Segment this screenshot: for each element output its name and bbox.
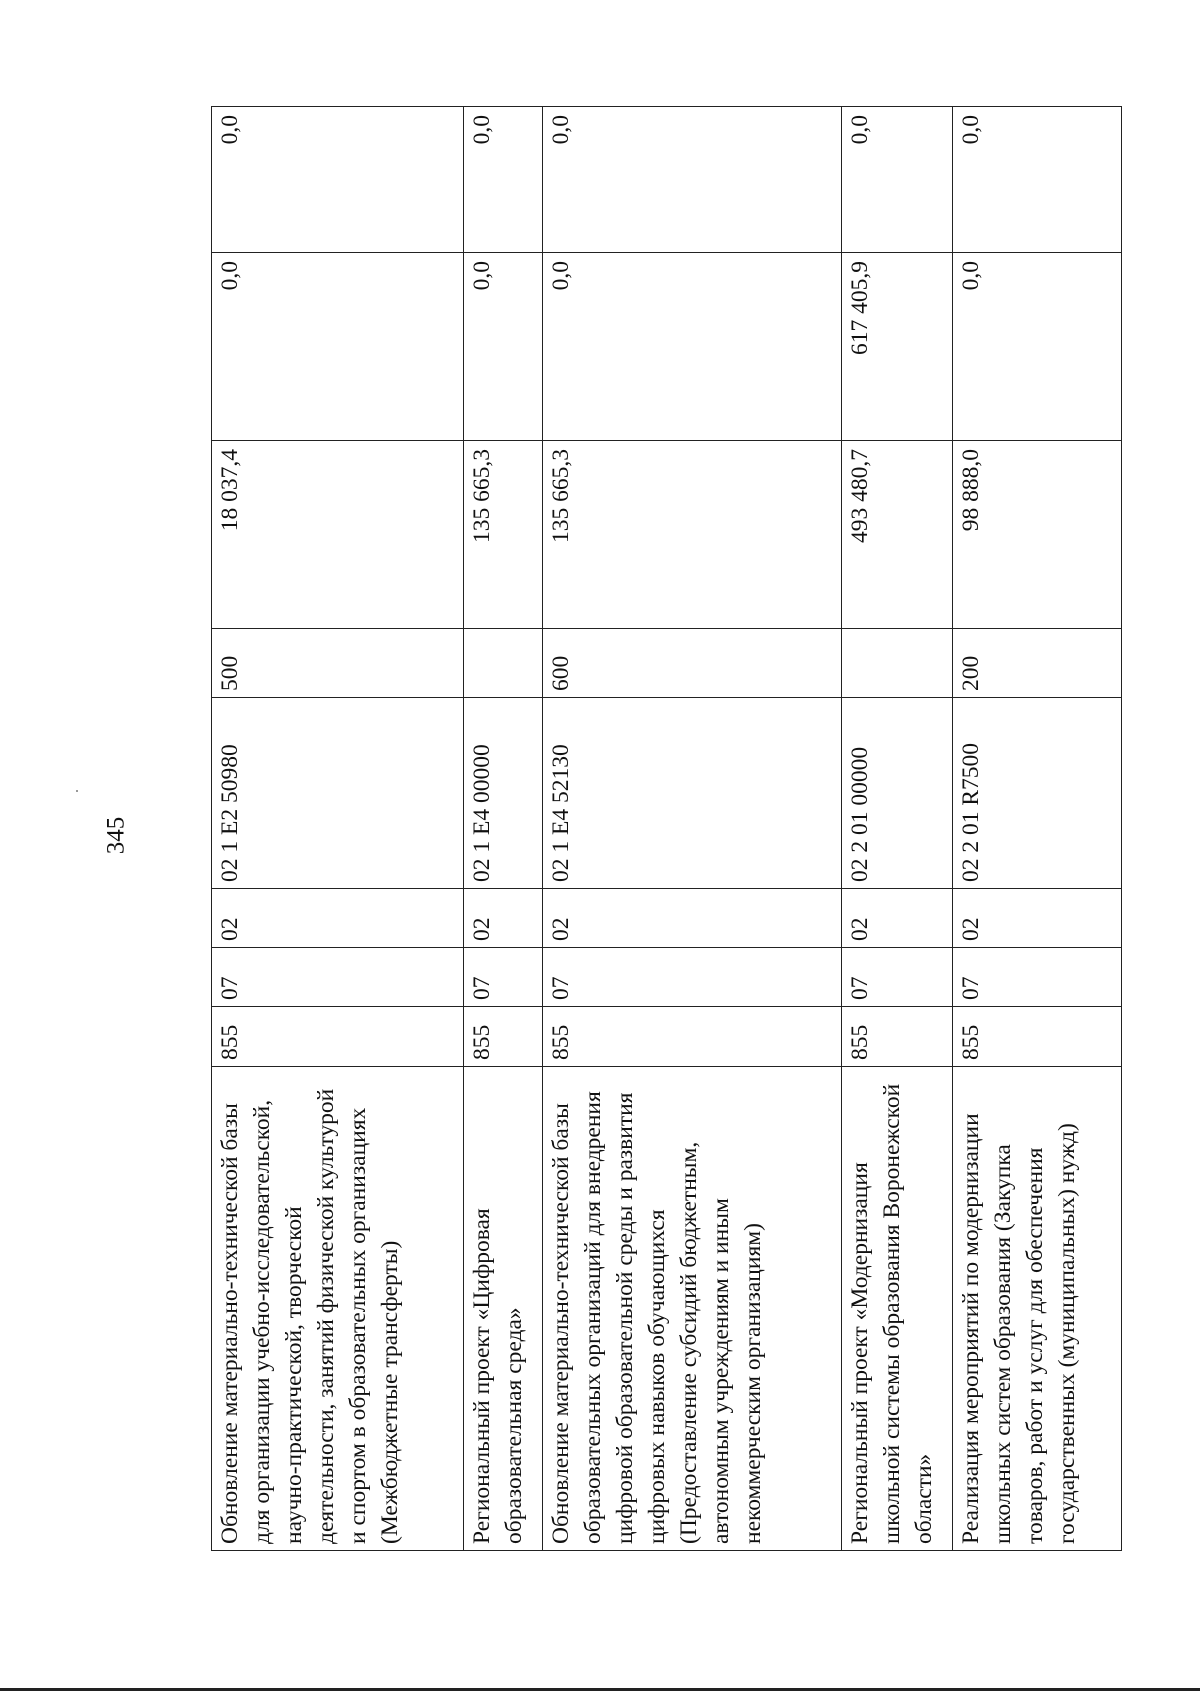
cell-year1: 493 480,7 [842,441,953,629]
cell-rz: 07 [464,948,543,1007]
budget-table-wrapper [211,107,1122,1551]
cell-year1: 135 665,3 [464,441,543,629]
cell-csr: 02 1 E2 50980 [212,698,464,889]
table-row [464,107,543,1551]
scan-speck [76,790,78,792]
cell-name: Региональный проект «Модернизация школьной системы образования Воронежской области» [842,1067,953,1551]
cell-name: Реализация мероприятий по модернизации школьных систем образования (Закупка товаров, работ и услуг для обеспечения государственных (муниципальных) нужд) [952,1067,1121,1551]
cell-pr: 02 [542,889,842,948]
cell-pr: 02 [464,889,543,948]
scan-bottom-edge [0,1688,1200,1691]
cell-rz: 07 [952,948,1121,1007]
cell-year3: 0,0 [464,107,543,253]
cell-pr: 02 [212,889,464,948]
table-row [542,107,842,1551]
cell-grbs: 855 [542,1007,842,1067]
cell-csr: 02 1 E4 00000 [464,698,543,889]
page-number: 345 [102,816,130,855]
cell-pr: 02 [952,889,1121,948]
table-body [212,107,1122,1551]
cell-year2: 0,0 [212,253,464,441]
cell-grbs: 855 [464,1007,543,1067]
cell-rz: 07 [542,948,842,1007]
cell-csr: 02 1 E4 52130 [542,698,842,889]
cell-vr [842,629,953,698]
cell-rz: 07 [842,948,953,1007]
table-row [952,107,1121,1551]
cell-csr: 02 2 01 00000 [842,698,953,889]
cell-grbs: 855 [842,1007,953,1067]
cell-vr: 500 [212,629,464,698]
cell-year3: 0,0 [952,107,1121,253]
cell-grbs: 855 [212,1007,464,1067]
cell-year1: 135 665,3 [542,441,842,629]
cell-csr: 02 2 01 R7500 [952,698,1121,889]
cell-year2: 0,0 [464,253,543,441]
cell-name: Региональный проект «Цифровая образовательная среда» [464,1067,543,1551]
cell-rz: 07 [212,948,464,1007]
cell-year3: 0,0 [542,107,842,253]
cell-year2: 0,0 [952,253,1121,441]
table-row [212,107,464,1551]
cell-name: Обновление материально-технической базы для организации учебно-исследовательской, научно-практической, творческой деятельности, занятий физической культурой и спортом в образовательных организациях (Межбюджетные трансферты) [212,1067,464,1551]
table-row [842,107,953,1551]
cell-year3: 0,0 [842,107,953,253]
cell-pr: 02 [842,889,953,948]
cell-year1: 18 037,4 [212,441,464,629]
cell-name: Обновление материально-технической базы образовательных организаций для внедрения цифровой образовательной среды и развития цифровых навыков обучающихся (Предоставление субсидий бюджетным, автономным учреждениям и иным некоммерческим организациям) [542,1067,842,1551]
cell-grbs: 855 [952,1007,1121,1067]
cell-vr: 200 [952,629,1121,698]
budget-table [211,106,1122,1551]
cell-year2: 0,0 [542,253,842,441]
cell-year3: 0,0 [212,107,464,253]
cell-vr [464,629,543,698]
cell-year2: 617 405,9 [842,253,953,441]
cell-vr: 600 [542,629,842,698]
cell-year1: 98 888,0 [952,441,1121,629]
